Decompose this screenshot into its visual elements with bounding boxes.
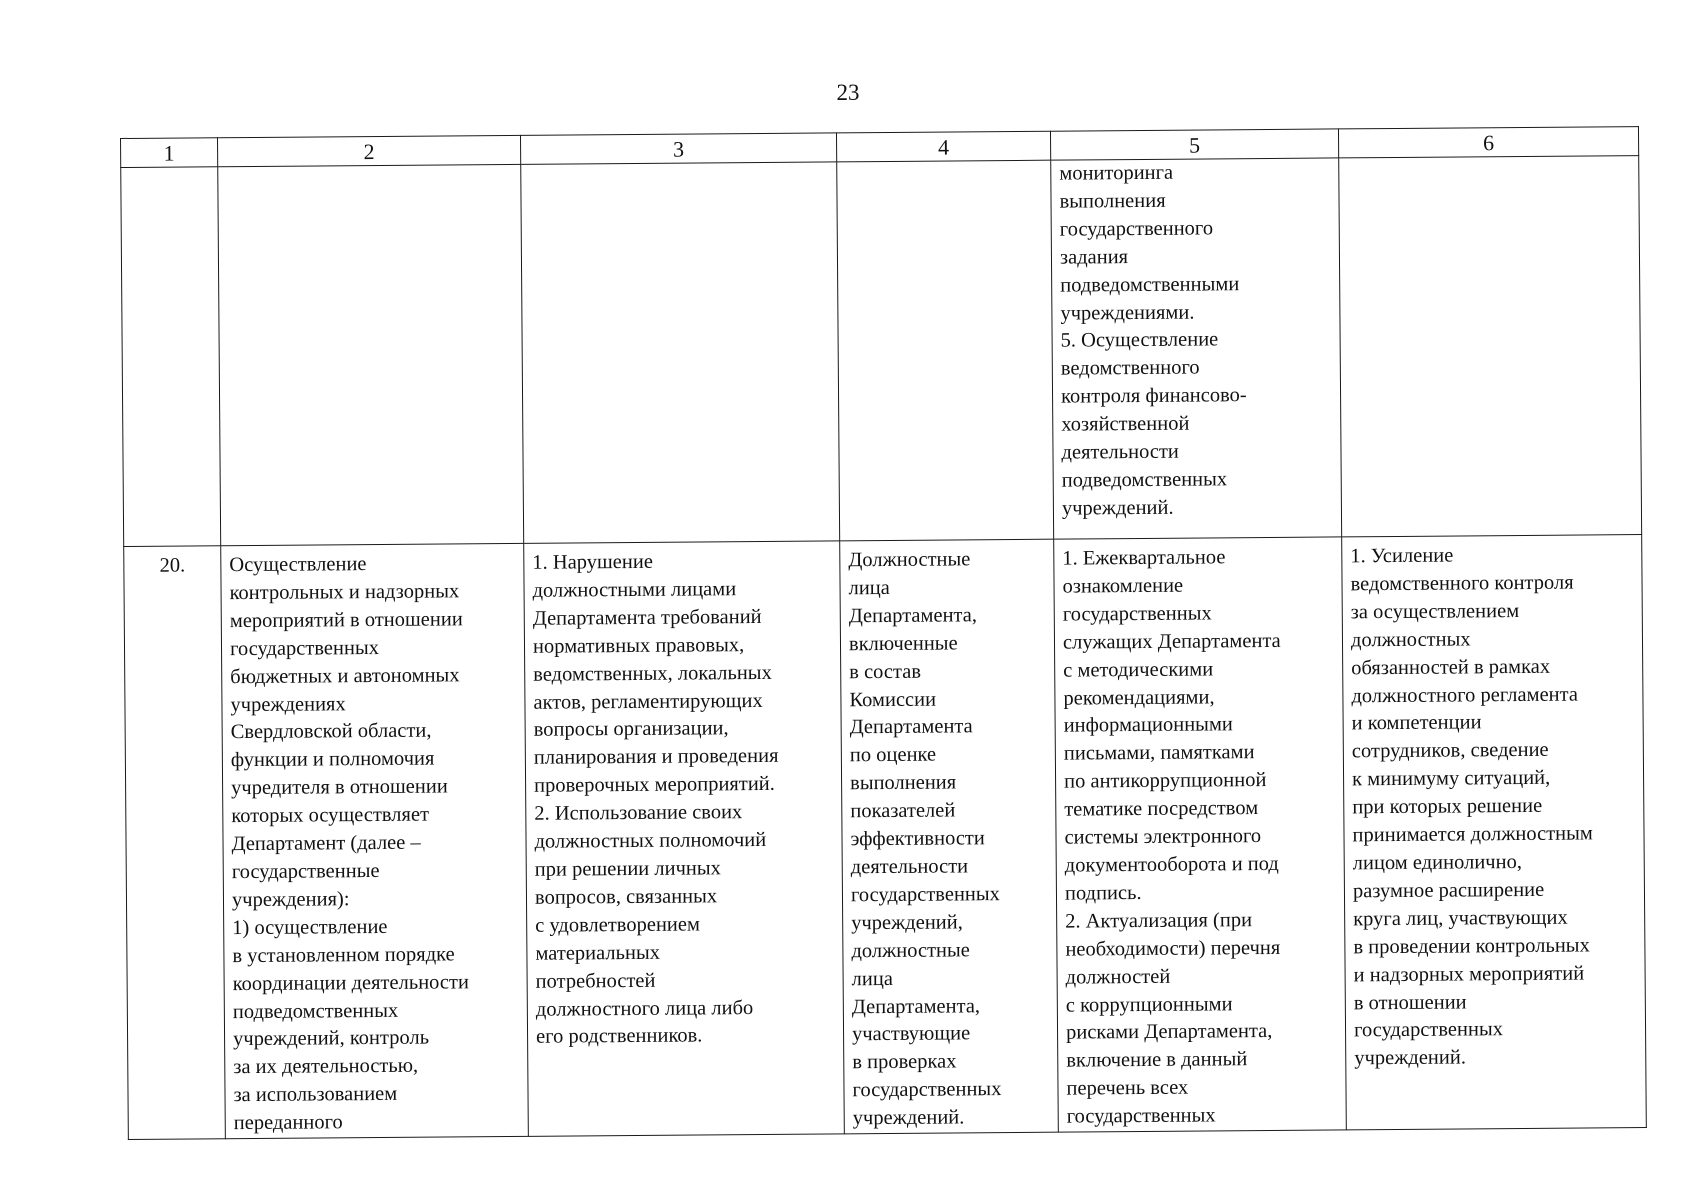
cell-text-line: государственных <box>852 1078 1002 1102</box>
cell-text-line: лицом единолично, <box>1352 850 1522 875</box>
cell-text-line: должностными лицами <box>532 578 737 602</box>
cell-text-line: 5. Осуществление <box>1060 328 1219 353</box>
cell-text-line: Свердловской области, <box>230 720 432 744</box>
cell-text-line: подведомственных <box>232 999 399 1023</box>
column-header: 6 <box>1338 127 1638 158</box>
cell-text-line: участвующие <box>851 1022 971 1046</box>
cell-text-line: планирования и проведения <box>533 745 779 770</box>
table-cell <box>524 541 845 1136</box>
cell-text-line: служащих Департамента <box>1062 629 1281 654</box>
cell-text-line: включение в данный <box>1066 1048 1248 1072</box>
table-row <box>121 156 1642 547</box>
cell-text-line: документооборота и под <box>1064 852 1279 877</box>
cell-text-line: бюджетных и автономных <box>230 663 460 688</box>
cell-text-line: рисками Департамента, <box>1065 1020 1273 1045</box>
cell-text-line: учреждений, контроль <box>232 1027 430 1051</box>
cell-text-line: ведомственных, локальных <box>533 661 772 686</box>
cell-text-line: контрольных и надзорных <box>229 580 460 605</box>
column-header: 4 <box>836 131 1050 162</box>
cell-text-line: круга лиц, участвующих <box>1353 906 1568 931</box>
cell-text-line: Департамент (далее – <box>231 831 421 856</box>
cell-text-line: 1. Ежеквартальное <box>1062 546 1226 570</box>
cell-text-line: ведомственного контроля <box>1350 571 1574 596</box>
cell-text-line: учреждений. <box>1354 1046 1466 1070</box>
table-cell <box>218 164 524 545</box>
cell-text-line: при которых решение <box>1352 795 1543 819</box>
cell-text-line: в проверках <box>852 1050 957 1074</box>
table-cell <box>521 162 840 543</box>
cell-text-line: потребностей <box>535 969 656 993</box>
cell-text-line: государственных <box>1062 602 1212 626</box>
cell-text-line: учреждений. <box>852 1106 965 1130</box>
cell-text-line: необходимости) перечня <box>1065 936 1281 961</box>
cell-text-line: учреждений. <box>1061 496 1174 520</box>
cell-text-line: Осуществление <box>229 553 367 577</box>
column-header: 5 <box>1050 129 1338 160</box>
cell-text-line: выполнения <box>850 771 957 795</box>
cell-text-line: лица <box>851 967 893 990</box>
cell-text-line: за осуществлением <box>1350 599 1520 624</box>
cell-text-line: 1. Нарушение <box>532 550 653 574</box>
cell-text-line: подведомственными <box>1060 272 1240 297</box>
cell-text-line: вопросы организации, <box>533 717 729 742</box>
column-header: 1 <box>121 138 218 168</box>
cell-text-line: Комиссии <box>849 688 937 711</box>
cell-text-line: сотрудников, сведение <box>1351 739 1549 763</box>
cell-text-line: государственных <box>229 636 380 660</box>
cell-text-line: в проведении контрольных <box>1353 934 1590 959</box>
cell-text-line: должностные <box>851 939 970 962</box>
cell-text-line: которых осуществляет <box>231 803 430 828</box>
cell-text-line: по антикоррупционной <box>1063 769 1267 793</box>
cell-text-line: 2. Использование своих <box>534 801 743 825</box>
cell-text-line: и компетенции <box>1351 711 1482 735</box>
cell-text-line: с методическими <box>1063 658 1214 682</box>
page-number: 23 <box>836 80 860 105</box>
cell-text-line: государственных <box>1353 1018 1504 1042</box>
cell-text-line: государственные <box>231 859 380 884</box>
cell-text-line: Департамента требований <box>532 605 762 630</box>
cell-text-line: ознакомление <box>1062 574 1184 598</box>
document-table <box>120 126 1647 1140</box>
cell-text-line: его родственников. <box>535 1024 703 1049</box>
cell-text-line: вопросов, связанных <box>534 885 718 909</box>
table-cell <box>1339 156 1642 537</box>
cell-text-line: с коррупционными <box>1065 992 1233 1017</box>
cell-text-line: в состав <box>849 660 922 683</box>
cell-text-line: перечень всех <box>1066 1076 1189 1100</box>
cell-text-line: и надзорных мероприятий <box>1353 962 1585 986</box>
cell-text-line: должностного регламента <box>1351 683 1578 707</box>
cell-text-line: деятельности <box>850 855 969 879</box>
cell-text-line: мероприятий в отношении <box>229 608 463 632</box>
cell-text-line: 1. Усиление <box>1350 544 1454 568</box>
cell-text-line: в установленном порядке <box>232 943 455 967</box>
cell-text-line: государственного <box>1059 217 1214 241</box>
cell-text-line: письмами, памятками <box>1063 741 1255 765</box>
cell-text-line: нормативных правовых, <box>532 633 745 658</box>
cell-text-line: разумное расширение <box>1352 878 1545 903</box>
cell-text-line: Департамента, <box>848 604 978 628</box>
table-row <box>124 535 1647 1140</box>
cell-text-line: по оценке <box>849 743 937 767</box>
cell-text-line: с удовлетворением <box>535 913 700 937</box>
cell-text-line: учредителя в отношении <box>231 775 448 800</box>
cell-text-line: переданного <box>233 1111 343 1135</box>
cell-text-line: при решении личных <box>534 857 721 881</box>
cell-text-line: должностных <box>1350 628 1471 652</box>
cell-text-line: за использованием <box>233 1083 398 1107</box>
cell-text-line: включенные <box>848 632 958 656</box>
cell-text-line: системы электронного <box>1064 825 1262 849</box>
cell-text-line: к минимуму ситуаций, <box>1351 767 1551 791</box>
cell-text-line: материальных <box>535 941 661 965</box>
table-cell <box>1342 535 1647 1130</box>
cell-text-line: проверочных мероприятий. <box>534 773 775 798</box>
cell-text-line: координации деятельности <box>232 970 469 995</box>
cell-text-line: контроля финансово- <box>1060 384 1247 408</box>
table-cell <box>840 539 1059 1134</box>
column-header: 3 <box>520 133 836 164</box>
cell-text-line: принимается должностным <box>1352 822 1593 847</box>
column-header: 2 <box>218 135 521 166</box>
table-cell <box>1051 158 1342 539</box>
cell-text-line: задания <box>1059 245 1129 269</box>
table-cell-number: 20. <box>124 546 226 1140</box>
cell-text-line: мониторинга <box>1059 161 1174 185</box>
cell-text-line: учреждениях <box>230 692 346 716</box>
cell-text-line: должностей <box>1065 965 1171 989</box>
cell-text-line: Департамента, <box>851 994 981 1018</box>
cell-text-line: подведомственных <box>1061 468 1228 492</box>
table-cell <box>1054 537 1347 1132</box>
cell-text-line: Департамента <box>849 715 973 739</box>
cell-text-line: в отношении <box>1353 990 1467 1014</box>
cell-text-line: 1) осуществление <box>232 915 388 939</box>
cell-text-line: государственных <box>850 882 1000 907</box>
cell-text-line: показателей <box>850 799 956 823</box>
cell-text-line: деятельности <box>1061 440 1179 464</box>
cell-text-line: государственных <box>1066 1104 1216 1128</box>
cell-text-line: должностного лица либо <box>535 996 754 1021</box>
cell-text-line: ведомственного <box>1060 356 1200 380</box>
cell-text-line: лица <box>848 576 890 600</box>
cell-text-line: учреждений, <box>851 911 963 935</box>
cell-text-line: Должностные <box>848 548 971 572</box>
table-cell <box>221 543 529 1138</box>
cell-text-line: учреждения): <box>231 888 350 912</box>
table-cell-number <box>121 167 221 547</box>
cell-text-line: подпись. <box>1064 881 1142 905</box>
cell-text-line: актов, регламентирующих <box>533 689 763 714</box>
cell-text-line: учреждениями. <box>1060 301 1195 325</box>
cell-text-line: выполнения <box>1059 189 1166 213</box>
cell-text-line: рекомендациями, <box>1063 685 1215 710</box>
cell-text-line: тематике посредством <box>1064 797 1259 821</box>
cell-text-line: функции и полномочия <box>230 747 435 772</box>
cell-text-line: хозяйственной <box>1061 412 1190 436</box>
cell-text-line: за их деятельностью, <box>233 1054 419 1079</box>
cell-text-line: должностных полномочий <box>534 829 767 853</box>
cell-text-line: 2. Актуализация (при <box>1065 908 1253 933</box>
cell-text-line: информационными <box>1063 713 1233 738</box>
cell-text-line: обязанностей в рамках <box>1351 655 1551 679</box>
table-cell <box>837 160 1054 541</box>
cell-text-line: эффективности <box>850 827 985 851</box>
